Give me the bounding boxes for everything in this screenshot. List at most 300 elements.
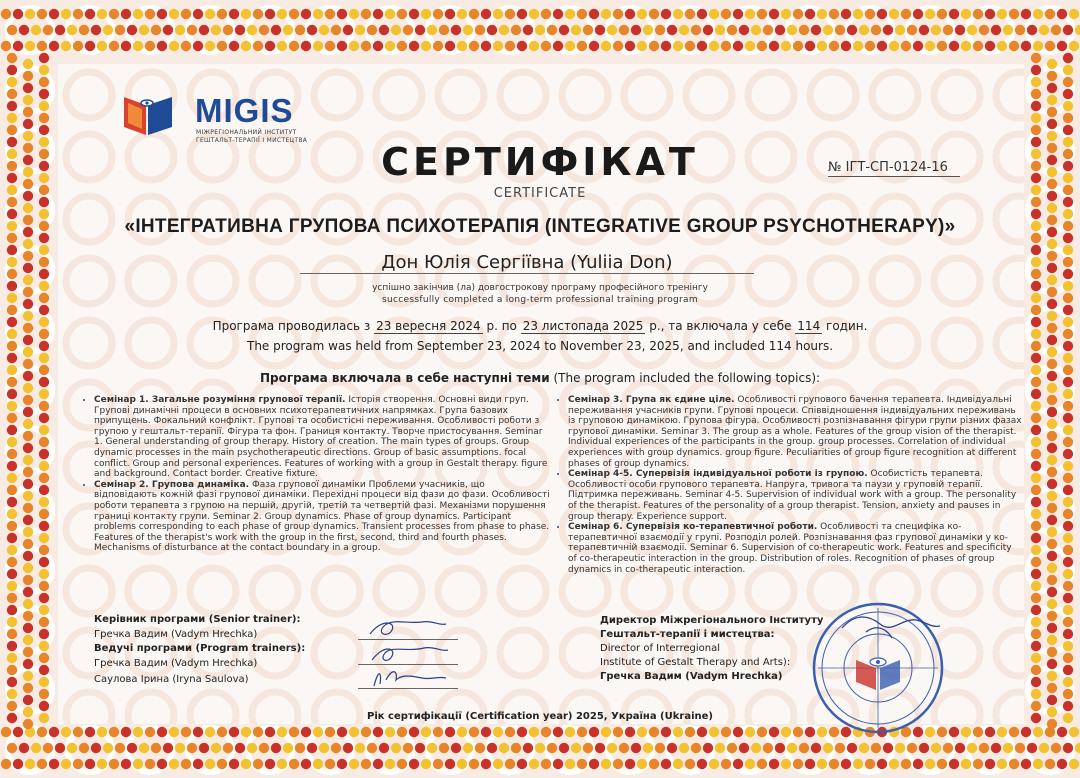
border-dot (1031, 125, 1041, 135)
border-dot (73, 727, 83, 737)
border-dot (115, 25, 125, 35)
border-dot (49, 727, 59, 737)
border-dot (889, 41, 899, 51)
border-dot (313, 41, 323, 51)
border-dot (39, 101, 49, 111)
border-dot (751, 743, 761, 753)
border-dot (79, 25, 89, 35)
border-dot (39, 605, 49, 615)
border-dot (1047, 95, 1057, 105)
border-dot (325, 727, 335, 737)
border-dot (313, 727, 323, 737)
border-dot (1063, 245, 1073, 255)
border-dot (205, 41, 215, 51)
topics-left-column (80, 395, 550, 554)
border-dot (97, 41, 107, 51)
border-dot (907, 743, 917, 753)
border-dot (1047, 83, 1057, 93)
border-dot (23, 455, 33, 465)
border-dot (565, 9, 575, 19)
border-dot (133, 9, 143, 19)
border-dot (445, 9, 455, 19)
border-dot (1063, 65, 1073, 75)
border-dot (361, 727, 371, 737)
border-dot (217, 9, 227, 19)
border-dot (475, 25, 485, 35)
border-dot (1063, 437, 1073, 447)
border-dot (1027, 25, 1037, 35)
border-dot (367, 25, 377, 35)
border-dot (37, 41, 47, 51)
border-dot (841, 759, 851, 769)
border-dot (39, 677, 49, 687)
border-dot (277, 727, 287, 737)
border-dot (667, 25, 677, 35)
border-dot (505, 9, 515, 19)
border-dot (853, 9, 863, 19)
border-dot (23, 659, 33, 669)
border-dot (289, 727, 299, 737)
border-dot (1031, 605, 1041, 615)
border-dot (679, 25, 689, 35)
border-dot (469, 41, 479, 51)
border-dot (349, 41, 359, 51)
border-dot (301, 727, 311, 737)
border-dot (535, 743, 545, 753)
border-dot (1021, 727, 1031, 737)
border-dot (1063, 113, 1073, 123)
border-dot (23, 419, 33, 429)
border-dot (1047, 671, 1057, 681)
border-dot (1045, 41, 1055, 51)
border-dot (961, 9, 971, 19)
border-dot (39, 545, 49, 555)
border-dot (469, 727, 479, 737)
border-dot (97, 9, 107, 19)
border-dot (343, 743, 353, 753)
border-dot (811, 25, 821, 35)
border-dot (1031, 257, 1041, 267)
border-dot (19, 25, 29, 35)
border-dot (23, 395, 33, 405)
border-dot (1031, 581, 1041, 591)
border-dot (127, 743, 137, 753)
border-dot (1047, 491, 1057, 501)
border-dot (367, 743, 377, 753)
border-dot (31, 25, 41, 35)
border-dot (1031, 665, 1041, 675)
border-dot (511, 25, 521, 35)
director-signature (836, 598, 946, 658)
border-dot (481, 759, 491, 769)
border-dot (997, 41, 1007, 51)
border-dot (301, 9, 311, 19)
border-dot (7, 545, 17, 555)
border-dot (949, 9, 959, 19)
border-dot (553, 9, 563, 19)
border-dot (355, 25, 365, 35)
border-dot (1031, 77, 1041, 87)
border-dot (23, 563, 33, 573)
border-dot (583, 25, 593, 35)
border-dot (505, 727, 515, 737)
border-dot (607, 25, 617, 35)
border-dot (1063, 269, 1073, 279)
border-dot (949, 41, 959, 51)
border-dot (997, 727, 1007, 737)
border-dot (39, 353, 49, 363)
border-dot (1031, 53, 1041, 63)
border-dot (91, 743, 101, 753)
recipient-name: Дон Юлія Сергіївна (Yuliia Don) (300, 252, 754, 274)
border-dot (805, 41, 815, 51)
border-dot (277, 41, 287, 51)
border-dot (1063, 617, 1073, 627)
border-dot (949, 759, 959, 769)
border-dot (703, 25, 713, 35)
border-dot (649, 759, 659, 769)
border-dot (775, 25, 785, 35)
border-dot (985, 759, 995, 769)
border-dot (39, 53, 49, 63)
border-dot (763, 25, 773, 35)
border-dot (697, 9, 707, 19)
border-dot (7, 101, 17, 111)
border-dot (643, 25, 653, 35)
border-dot (685, 9, 695, 19)
border-dot (7, 533, 17, 543)
border-dot (163, 743, 173, 753)
border-dot (967, 25, 977, 35)
border-dot (1031, 593, 1041, 603)
border-dot (1069, 727, 1079, 737)
border-dot (23, 683, 33, 693)
certificate-title: СЕРТИФІКАТ (381, 140, 699, 184)
border-dot (991, 25, 1001, 35)
border-dot (1063, 25, 1073, 35)
border-dot (961, 727, 971, 737)
program-trainers-heading: Ведучі програми (Program trainers): (94, 643, 306, 654)
border-dot (541, 9, 551, 19)
topics-right-column (554, 395, 1022, 575)
border-dot (1063, 125, 1073, 135)
border-dot (7, 269, 17, 279)
border-dot (1051, 743, 1061, 753)
border-dot (1069, 41, 1079, 51)
border-dot (547, 743, 557, 753)
border-dot (1069, 759, 1079, 769)
border-dot (25, 759, 35, 769)
border-dot (271, 743, 281, 753)
border-dot (39, 245, 49, 255)
border-dot (415, 743, 425, 753)
border-dot (1047, 635, 1057, 645)
border-dot (1063, 545, 1073, 555)
border-dot (943, 25, 953, 35)
border-dot (259, 743, 269, 753)
border-dot (31, 743, 41, 753)
border-dot (241, 9, 251, 19)
border-dot (23, 95, 33, 105)
border-dot (169, 727, 179, 737)
border-dot (661, 759, 671, 769)
border-dot (1033, 727, 1043, 737)
border-dot (39, 437, 49, 447)
border-dot (23, 575, 33, 585)
border-dot (949, 727, 959, 737)
border-dot (985, 9, 995, 19)
border-dot (739, 25, 749, 35)
border-dot (139, 743, 149, 753)
period-ua-suffix: годин. (822, 319, 868, 333)
border-dot (625, 9, 635, 19)
border-dot (241, 727, 251, 737)
border-dot (7, 641, 17, 651)
border-dot (7, 701, 17, 711)
border-dot (1047, 71, 1057, 81)
border-dot (103, 743, 113, 753)
border-dot (757, 9, 767, 19)
completed-ua: успішно закінчив (ла) довгострокову програму професійного тренінгу (372, 283, 708, 293)
border-dot (1015, 743, 1025, 753)
border-dot (439, 25, 449, 35)
certificate-number: № ІГТ-СП-0124-16 (828, 160, 960, 177)
border-dot (715, 743, 725, 753)
border-dot (403, 25, 413, 35)
border-dot (193, 41, 203, 51)
border-dot (1047, 683, 1057, 693)
border-dot (337, 759, 347, 769)
topic-item (94, 395, 550, 480)
border-dot (637, 727, 647, 737)
border-dot (253, 41, 263, 51)
border-dot (7, 473, 17, 483)
border-dot (37, 759, 47, 769)
border-dot (805, 759, 815, 769)
border-dot (523, 25, 533, 35)
border-dot (721, 727, 731, 737)
border-dot (7, 665, 17, 675)
border-dot (217, 727, 227, 737)
border-dot (181, 9, 191, 19)
border-dot (349, 727, 359, 737)
border-dot (49, 41, 59, 51)
border-dot (517, 759, 527, 769)
border-dot (943, 743, 953, 753)
border-dot (235, 743, 245, 753)
border-dot (1033, 41, 1043, 51)
border-dot (787, 743, 797, 753)
border-dot (967, 743, 977, 753)
border-dot (319, 25, 329, 35)
border-dot (745, 9, 755, 19)
border-dot (937, 9, 947, 19)
border-dot (1063, 485, 1073, 495)
border-dot (23, 119, 33, 129)
border-dot (673, 9, 683, 19)
border-dot (517, 727, 527, 737)
border-dot (397, 9, 407, 19)
border-dot (835, 743, 845, 753)
topic-item (568, 395, 1022, 469)
border-dot (493, 41, 503, 51)
border-dot (1047, 239, 1057, 249)
border-dot (1021, 41, 1031, 51)
border-dot (847, 25, 857, 35)
border-dot (91, 25, 101, 35)
border-dot (631, 25, 641, 35)
border-dot (1051, 25, 1061, 35)
border-dot (799, 25, 809, 35)
border-dot (979, 25, 989, 35)
border-dot (865, 9, 875, 19)
border-dot (961, 41, 971, 51)
border-dot (877, 41, 887, 51)
border-dot (427, 25, 437, 35)
border-dot (787, 25, 797, 35)
border-dot (421, 727, 431, 737)
border-dot (625, 727, 635, 737)
border-dot (1047, 599, 1057, 609)
border-dot (385, 41, 395, 51)
border-dot (1069, 9, 1079, 19)
border-dot (379, 743, 389, 753)
border-dot (649, 9, 659, 19)
border-dot (1031, 689, 1041, 699)
border-dot (7, 593, 17, 603)
border-dot (409, 727, 419, 737)
border-dot (1031, 485, 1041, 495)
border-dot (1031, 101, 1041, 111)
border-dot (55, 743, 65, 753)
border-dot (565, 727, 575, 737)
border-dot (1031, 521, 1041, 531)
border-dot (973, 759, 983, 769)
border-dot (1047, 443, 1057, 453)
border-dot (1063, 569, 1073, 579)
border-dot (39, 533, 49, 543)
border-dot (715, 25, 725, 35)
border-dot (697, 41, 707, 51)
border-dot (613, 759, 623, 769)
border-dot (1063, 257, 1073, 267)
border-dot (39, 305, 49, 315)
border-dot (529, 759, 539, 769)
border-dot (301, 759, 311, 769)
border-dot (523, 743, 533, 753)
border-dot (1063, 521, 1073, 531)
border-dot (397, 41, 407, 51)
border-dot (397, 727, 407, 737)
border-dot (355, 743, 365, 753)
border-dot (781, 41, 791, 51)
border-dot (1047, 119, 1057, 129)
border-dot (1031, 113, 1041, 123)
border-dot (553, 727, 563, 737)
border-dot (979, 743, 989, 753)
border-dot (871, 743, 881, 753)
border-dot (613, 727, 623, 737)
border-dot (23, 359, 33, 369)
border-dot (661, 41, 671, 51)
border-dot (39, 485, 49, 495)
border-dot (589, 727, 599, 737)
border-dot (103, 25, 113, 35)
border-dot (1047, 107, 1057, 117)
topic-title: Семінар 3. Група як єдине ціле. (568, 395, 735, 405)
border-dot (475, 743, 485, 753)
border-dot (23, 695, 33, 705)
border-dot (931, 25, 941, 35)
border-dot (745, 41, 755, 51)
border-dot (1047, 623, 1057, 633)
border-dot (409, 759, 419, 769)
border-dot (457, 727, 467, 737)
border-dot (721, 759, 731, 769)
border-dot (1047, 515, 1057, 525)
border-dot (61, 727, 71, 737)
border-dot (23, 527, 33, 537)
border-dot (325, 759, 335, 769)
border-dot (1063, 665, 1073, 675)
border-dot (727, 25, 737, 35)
border-dot (685, 41, 695, 51)
border-dot (39, 701, 49, 711)
border-dot (631, 743, 641, 753)
border-dot (955, 25, 965, 35)
border-dot (277, 759, 287, 769)
border-dot (211, 743, 221, 753)
border-dot (889, 9, 899, 19)
topic-text: Історія створення. Основні види груп. Групові динамічні процеси в основних психотерапевтичних напрямках. Група базових припущень. Фокальний конфлікт. Групові та особистісні переживання. Особливості роботи з групою у гештальт-терапії. Фігура та фон. Границя контакту. Творче пристосування. Seminar 1. General understanding of group therapy. History of creation. The main types of groups. Group dynamic processes in the main psychotherapeutic directions. Group of basic assumptions. focal conflict. Group and personal experiences. Features of working with a group in Gestalt therapy. figure and background. Contact border. Creative fixture. (94, 395, 548, 480)
border-dot (913, 41, 923, 51)
border-dot (1031, 533, 1041, 543)
border-dot (403, 743, 413, 753)
border-dot (1047, 539, 1057, 549)
border-dot (649, 41, 659, 51)
border-dot (39, 113, 49, 123)
border-dot (919, 743, 929, 753)
border-dot (13, 9, 23, 19)
border-dot (205, 759, 215, 769)
border-dot (601, 9, 611, 19)
border-dot (859, 743, 869, 753)
border-dot (709, 9, 719, 19)
border-dot (253, 9, 263, 19)
border-dot (445, 759, 455, 769)
border-dot (325, 41, 335, 51)
border-dot (23, 635, 33, 645)
border-dot (1031, 269, 1041, 279)
border-dot (1057, 9, 1067, 19)
border-dot (331, 25, 341, 35)
border-dot (133, 759, 143, 769)
signatures-left (94, 613, 354, 687)
border-dot (145, 759, 155, 769)
border-dot (23, 431, 33, 441)
border-dot (1063, 401, 1073, 411)
border-dot (1063, 557, 1073, 567)
border-dot (499, 743, 509, 753)
border-dot (7, 689, 17, 699)
border-dot (1047, 59, 1057, 69)
border-dot (151, 743, 161, 753)
border-dot (829, 9, 839, 19)
border-dot (745, 727, 755, 737)
border-dot (451, 25, 461, 35)
border-dot (685, 759, 695, 769)
border-dot (463, 25, 473, 35)
